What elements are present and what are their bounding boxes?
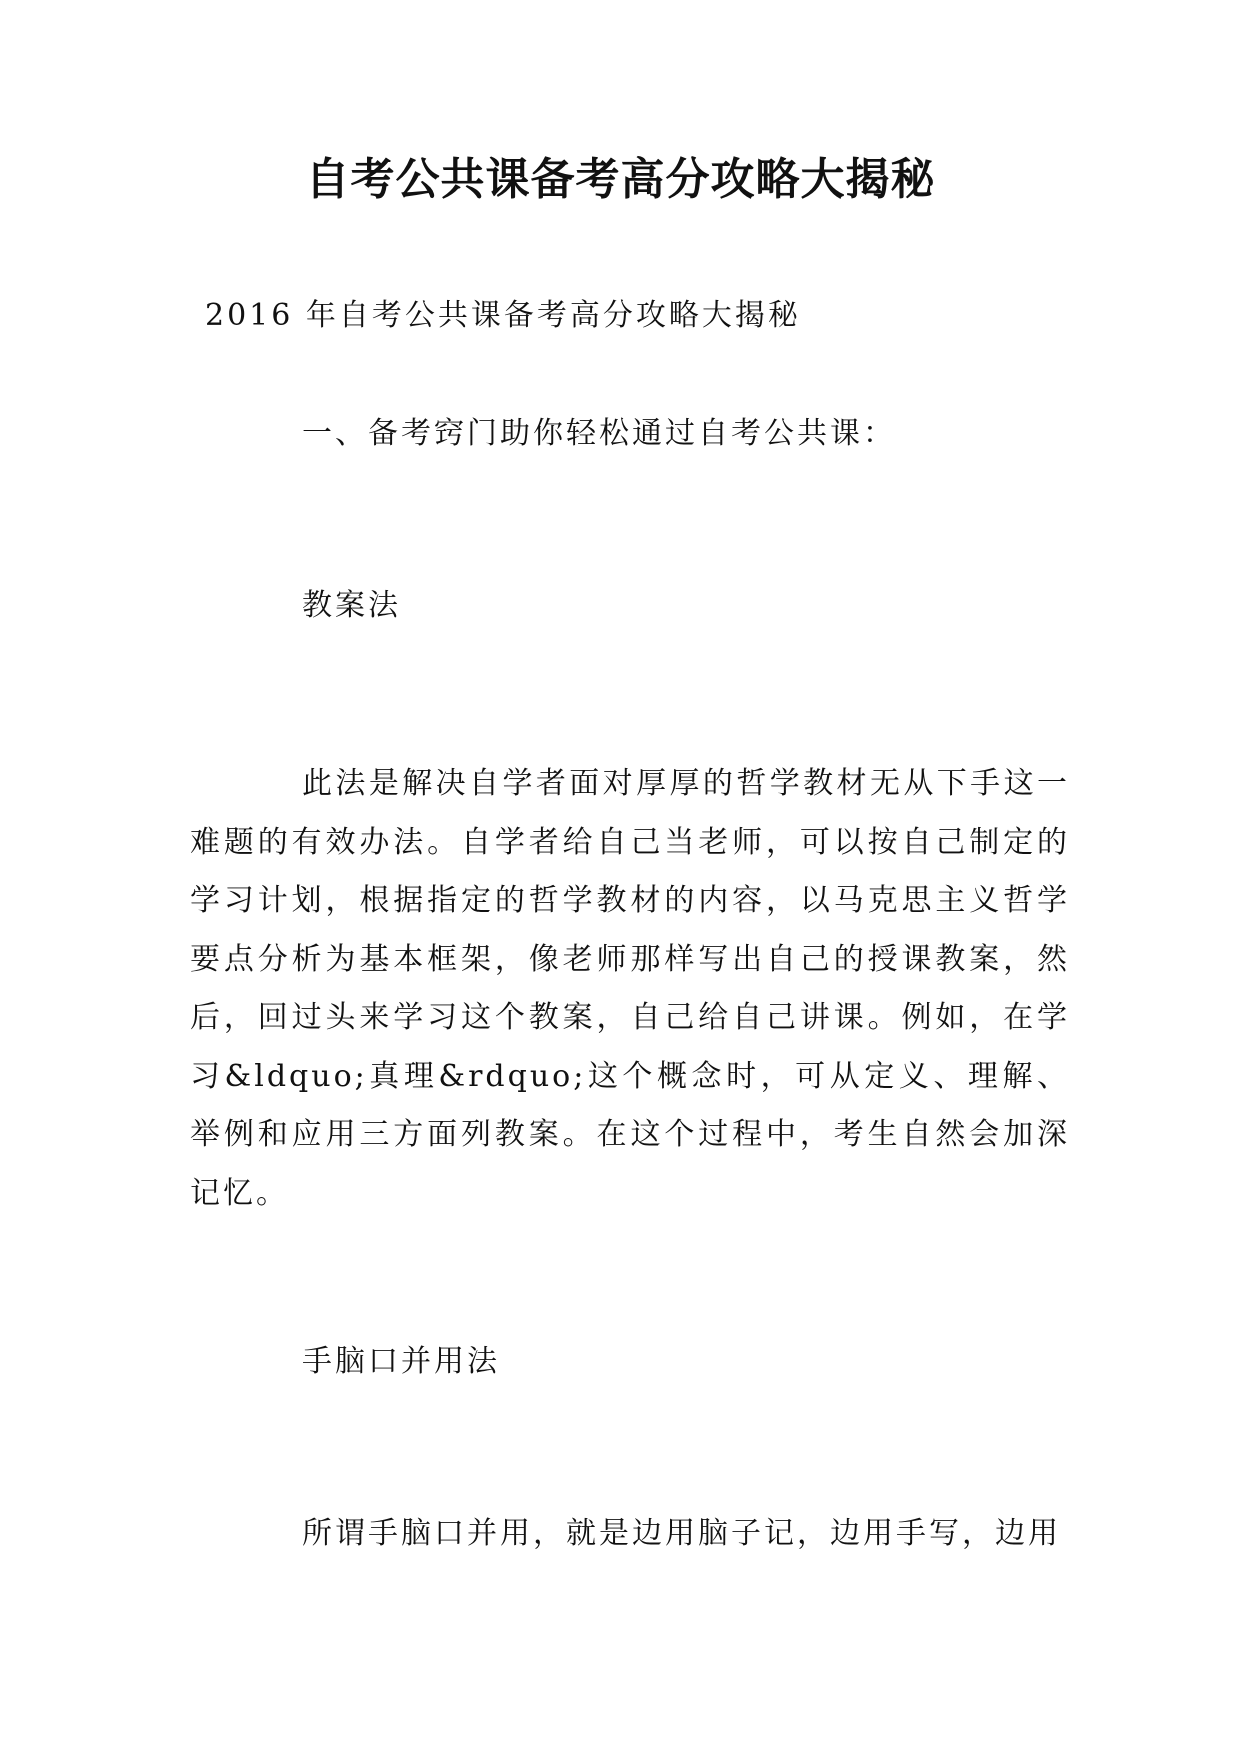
method-heading-teaching-plan: 教案法	[302, 588, 401, 623]
section-heading: 一、备考窍门助你轻松通过自考公共课：	[302, 416, 896, 451]
method-paragraph-hand-brain-mouth: 所谓手脑口并用，就是边用脑子记，边用手写，边用	[302, 1516, 1061, 1551]
method-paragraph-teaching-plan: 此法是解决自学者面对厚厚的哲学教材无从下手这一难题的有效办法。自学者给自己当老师，可以按自己制定的学习计划，根据指定的哲学教材的内容，以马克思主义哲学要点分析为基本框架，像老师那样写出自己的授课教案，然后，回过头来学习这个教案，自己给自己讲课。例如，在学习&ldquo;真理&rdquo;这个概念时，可从定义、理解、举例和应用三方面列教案。在这个过程中，考生自然会加深记忆。	[190, 766, 1070, 1211]
document-title: 自考公共课备考高分攻略大揭秘	[305, 154, 936, 205]
method-heading-hand-brain-mouth: 手脑口并用法	[302, 1344, 500, 1379]
document-subtitle: 2016 年自考公共课备考高分攻略大揭秘	[205, 298, 801, 333]
